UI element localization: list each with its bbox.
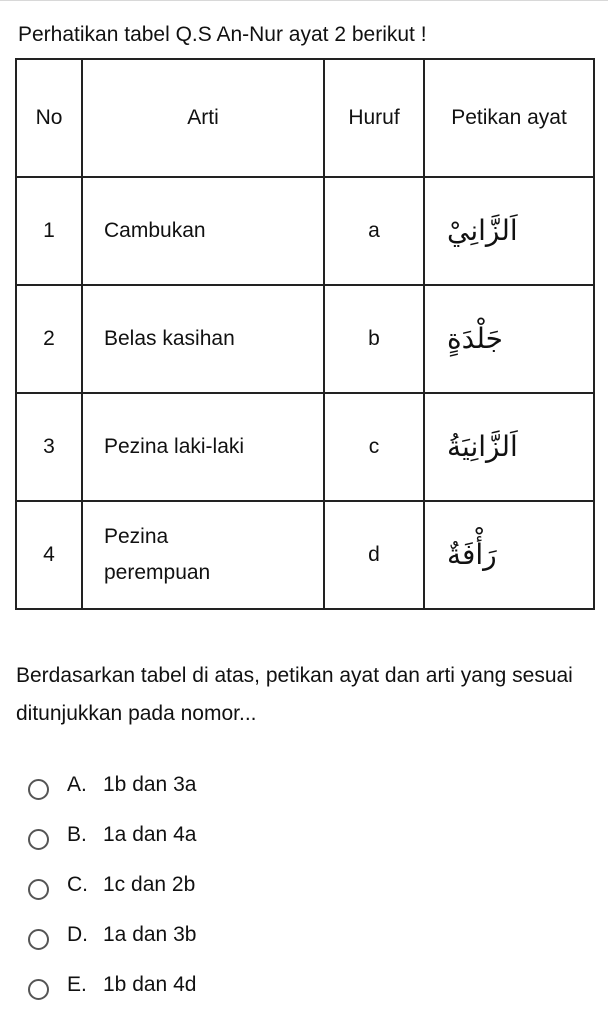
option-text: 1c dan 2b — [103, 873, 196, 896]
answer-options — [28, 760, 196, 1010]
petikan-ayat-table — [15, 58, 595, 610]
option-letter: D. — [67, 923, 88, 946]
option-e[interactable] — [28, 960, 196, 1010]
radio-icon[interactable] — [28, 829, 49, 850]
row-ayat: جَلْدَةٍ — [424, 285, 594, 393]
table-row — [16, 177, 594, 285]
question-prompt: Berdasarkan tabel di atas, petikan ayat dan arti yang sesuai ditunjukkan pada nomor... — [16, 664, 573, 725]
table-row — [16, 285, 594, 393]
row-no: 1 — [16, 177, 82, 285]
row-no: 4 — [16, 501, 82, 609]
table-header-row — [16, 59, 594, 177]
row-arti: Cambukan — [82, 177, 324, 285]
radio-icon[interactable] — [28, 779, 49, 800]
table-row — [16, 501, 594, 609]
row-arti: Belas kasihan — [82, 285, 324, 393]
row-ayat: اَلزَّانِيَةُ — [424, 393, 594, 501]
top-divider — [0, 0, 608, 1]
option-text: 1b dan 3a — [103, 773, 197, 796]
option-letter: C. — [67, 873, 88, 896]
row-huruf: b — [324, 285, 424, 393]
row-arti: Pezina perempuan — [82, 501, 324, 609]
option-letter: E. — [67, 973, 87, 996]
row-huruf: d — [324, 501, 424, 609]
option-text: 1a dan 4a — [103, 823, 197, 846]
table-row — [16, 393, 594, 501]
option-d[interactable] — [28, 910, 196, 960]
row-huruf: c — [324, 393, 424, 501]
header-no: No — [16, 59, 82, 177]
header-huruf: Huruf — [324, 59, 424, 177]
radio-icon[interactable] — [28, 929, 49, 950]
option-c[interactable] — [28, 860, 196, 910]
option-a[interactable] — [28, 760, 196, 810]
option-letter: A. — [67, 773, 87, 796]
row-ayat: رَأْفَةٌ — [424, 501, 594, 609]
header-arti: Arti — [82, 59, 324, 177]
option-text: 1b dan 4d — [103, 973, 197, 996]
radio-icon[interactable] — [28, 879, 49, 900]
option-b[interactable] — [28, 810, 196, 860]
question-title: Perhatikan tabel Q.S An-Nur ayat 2 berikut ! — [18, 23, 427, 46]
row-ayat: اَلزَّانِيْ — [424, 177, 594, 285]
option-text: 1a dan 3b — [103, 923, 197, 946]
radio-icon[interactable] — [28, 979, 49, 1000]
header-petikan-ayat: Petikan ayat — [424, 59, 594, 177]
row-no: 2 — [16, 285, 82, 393]
row-huruf: a — [324, 177, 424, 285]
row-no: 3 — [16, 393, 82, 501]
option-letter: B. — [67, 823, 87, 846]
row-arti: Pezina laki-laki — [82, 393, 324, 501]
